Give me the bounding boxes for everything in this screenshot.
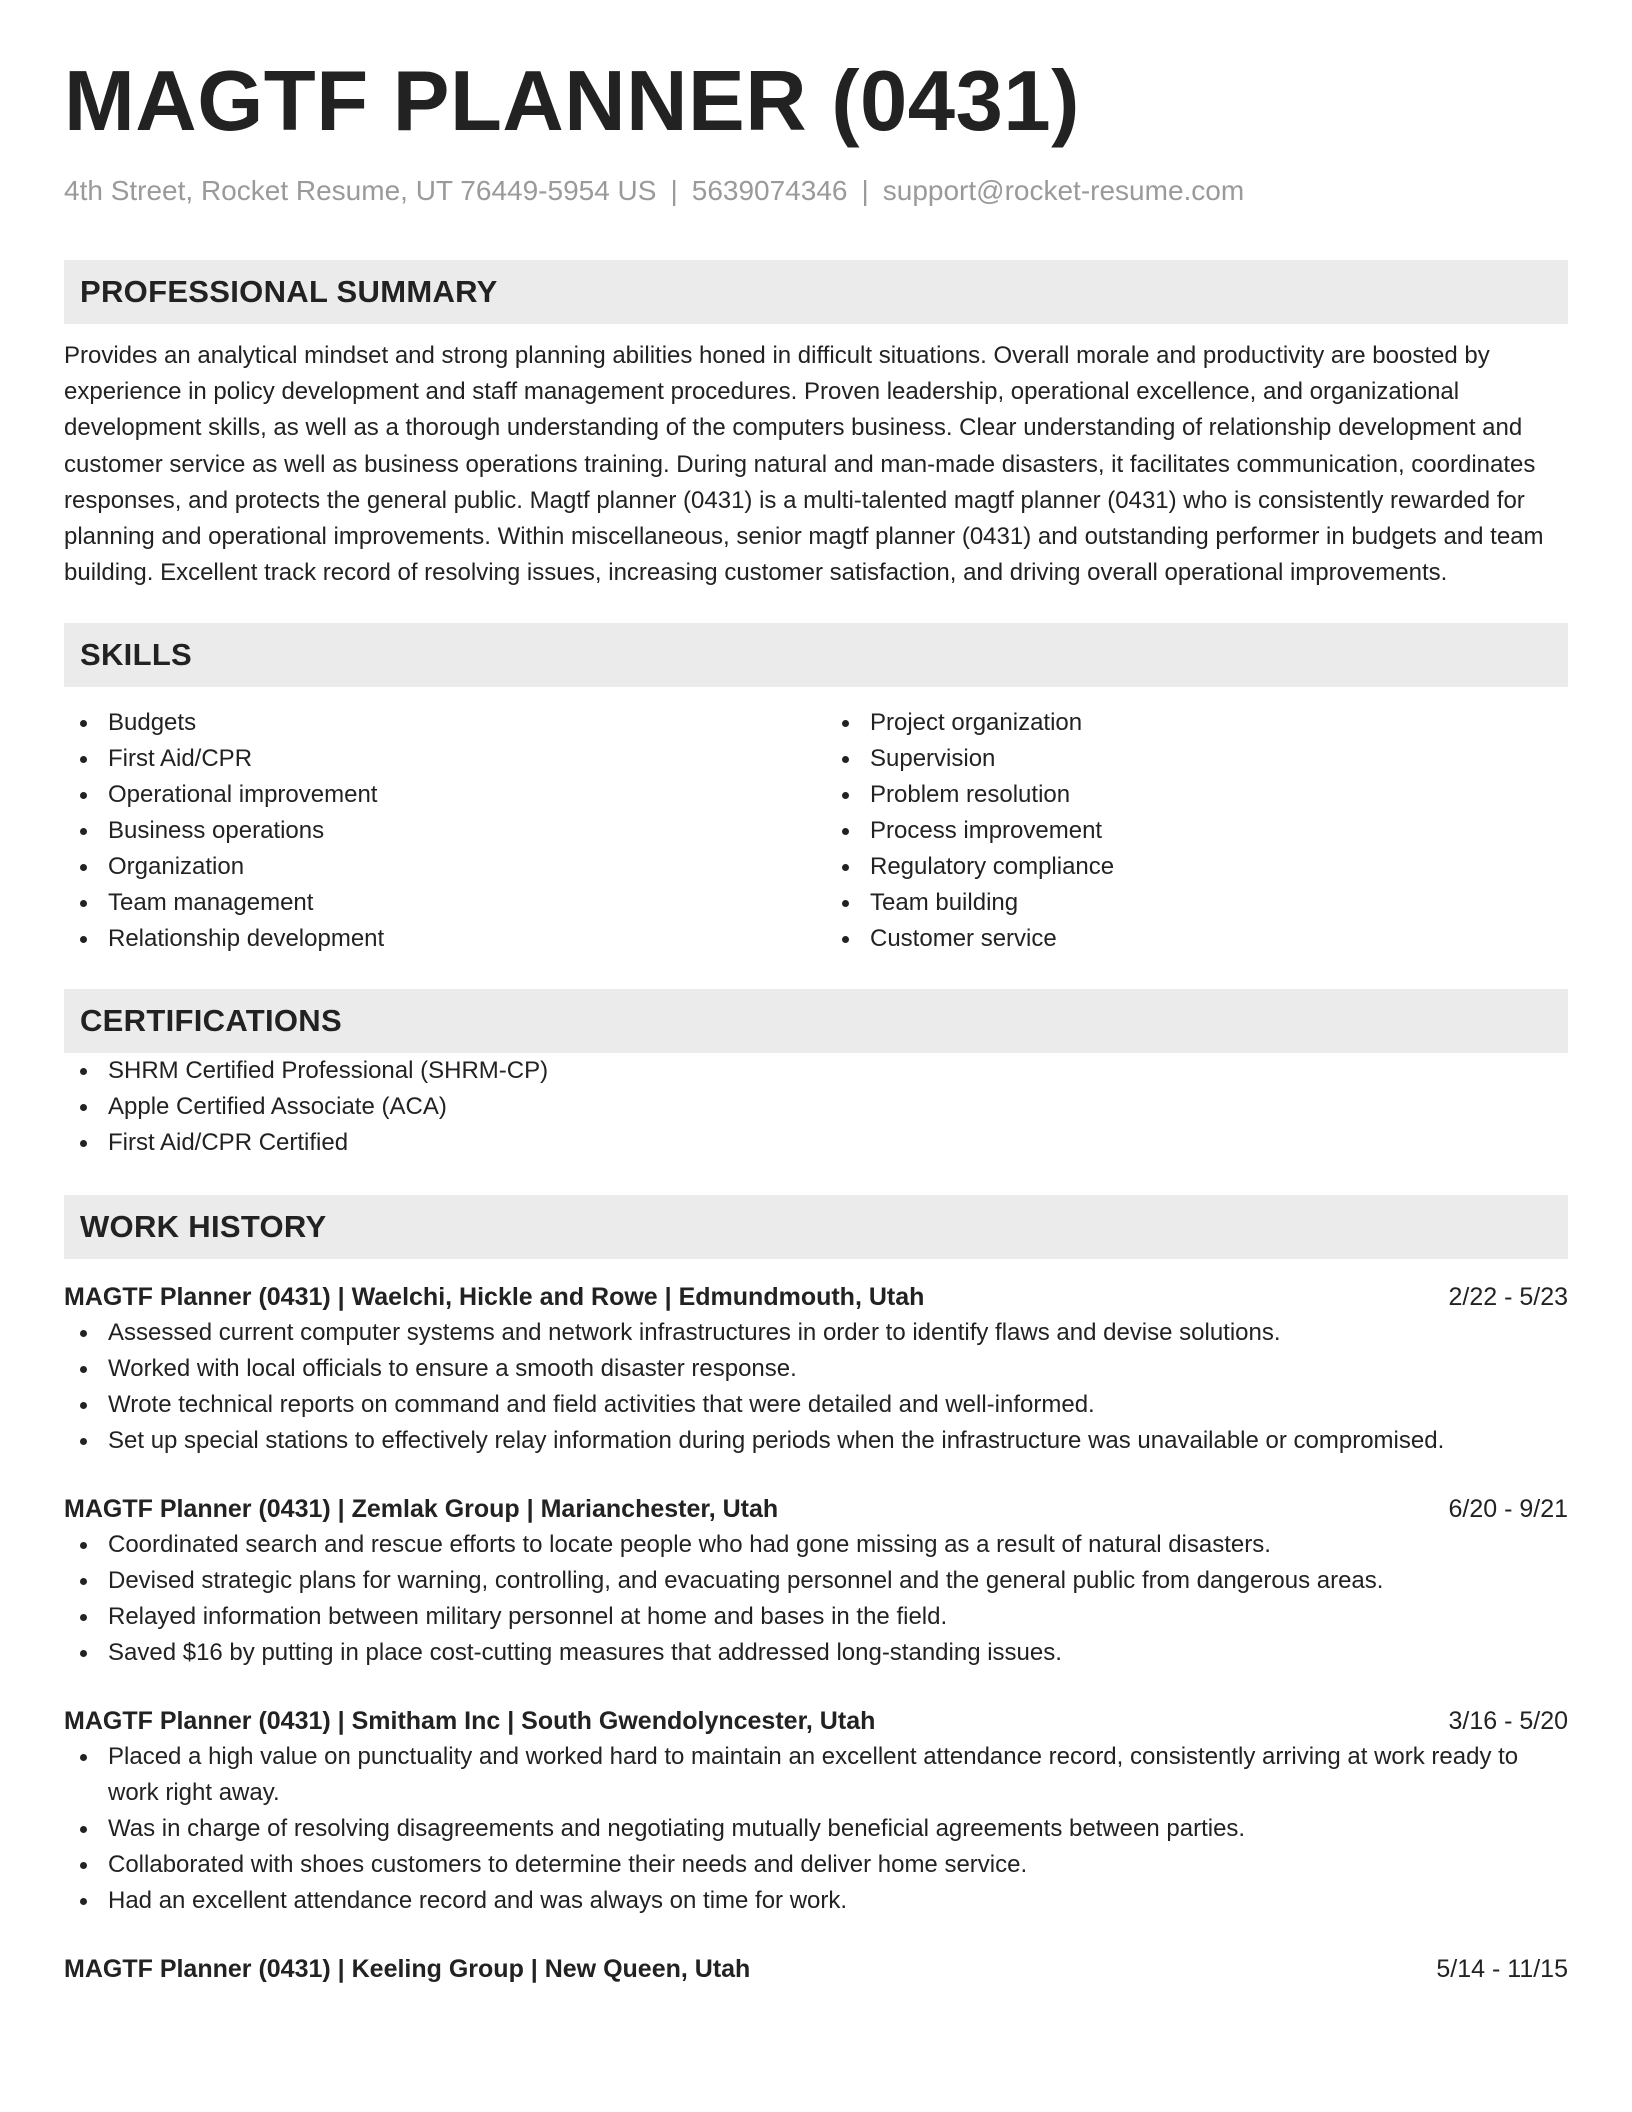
job-bullet: Worked with local officials to ensure a smooth disaster response. [64, 1351, 1568, 1387]
job-bullet: Devised strategic plans for warning, controlling, and evacuating personnel and the general public from dangerous areas. [64, 1563, 1568, 1599]
job-entry [64, 1703, 1568, 1919]
job-dates: 6/20 - 9/21 [1448, 1495, 1568, 1524]
contact-email[interactable]: support@rocket-resume.com [882, 175, 1245, 206]
job-bullet-list [64, 1527, 1568, 1671]
skill-item: Team management [64, 885, 806, 921]
contact-phone[interactable]: 5639074346 [691, 175, 848, 206]
skill-item: Supervision [826, 741, 1568, 777]
job-dates: 5/14 - 11/15 [1436, 1955, 1568, 1984]
job-bullet: Collaborated with shoes customers to determine their needs and deliver home service. [64, 1847, 1568, 1883]
section-heading-skills: SKILLS [64, 623, 1568, 687]
job-bullet: Assessed current computer systems and network infrastructures in order to identify flaws and devise solutions. [64, 1315, 1568, 1351]
skill-item: Business operations [64, 813, 806, 849]
job-entry [64, 1279, 1568, 1459]
skill-item: First Aid/CPR [64, 741, 806, 777]
job-header [64, 1703, 1568, 1739]
certification-item: SHRM Certified Professional (SHRM-CP) [64, 1053, 1568, 1089]
skill-item: Process improvement [826, 813, 1568, 849]
job-bullet: Saved $16 by putting in place cost-cutting measures that addressed long-standing issues. [64, 1635, 1568, 1671]
skills-grid [64, 705, 1568, 957]
job-dates: 2/22 - 5/23 [1448, 1283, 1568, 1312]
job-bullet-list [64, 1739, 1568, 1919]
job-header [64, 1951, 1568, 1987]
skill-item: Organization [64, 849, 806, 885]
skills-list-left [64, 705, 806, 957]
section-heading-summary: PROFESSIONAL SUMMARY [64, 260, 1568, 324]
summary-paragraph: Provides an analytical mindset and strong planning abilities honed in difficult situations. Overall morale and productivity are boosted by experience in policy development and staff management procedures. Proven leadership, operational excellence, and organizational development skills, as well as a thorough understanding of the computers business. Clear understanding of relationship development and customer service as well as business operations training. During natural and man-made disasters, it facilitates communication, coordinates responses, and protects the general public. Magtf planner (0431) is a multi-talented magtf planner (0431) who is consistently rewarded for planning and operational improvements. Within miscellaneous, senior magtf planner (0431) and outstanding performer in budgets and team building. Excellent track record of resolving issues, increasing customer satisfaction, and driving overall operational improvements. [64, 342, 1544, 587]
job-bullet: Coordinated search and rescue efforts to locate people who had gone missing as a result of natural disasters. [64, 1527, 1568, 1563]
job-bullet: Set up special stations to effectively relay information during periods when the infrastructure was unavailable or compromised. [64, 1423, 1568, 1459]
job-entry [64, 1951, 1568, 1987]
contact-separator: | [861, 175, 869, 206]
job-title: MAGTF Planner (0431) | Waelchi, Hickle and Rowe | Edmundmouth, Utah [64, 1283, 925, 1312]
job-header [64, 1491, 1568, 1527]
skill-item: Relationship development [64, 921, 806, 957]
skill-item: Customer service [826, 921, 1568, 957]
certification-item: Apple Certified Associate (ACA) [64, 1089, 1568, 1125]
job-bullet-list [64, 1315, 1568, 1459]
job-header [64, 1279, 1568, 1315]
job-bullet: Had an excellent attendance record and was always on time for work. [64, 1883, 1568, 1919]
job-bullet: Relayed information between military personnel at home and bases in the field. [64, 1599, 1568, 1635]
contact-address: 4th Street, Rocket Resume, UT 76449-5954 US [64, 175, 657, 206]
job-title: MAGTF Planner (0431) | Zemlak Group | Marianchester, Utah [64, 1495, 779, 1524]
skill-item: Problem resolution [826, 777, 1568, 813]
job-bullet: Wrote technical reports on command and field activities that were detailed and well-informed. [64, 1387, 1568, 1423]
skill-item: Regulatory compliance [826, 849, 1568, 885]
contact-line [64, 174, 1568, 208]
skill-item: Operational improvement [64, 777, 806, 813]
job-dates: 3/16 - 5/20 [1448, 1707, 1568, 1736]
job-bullet: Placed a high value on punctuality and worked hard to maintain an excellent attendance record, consistently arriving at work ready to work right away. [64, 1739, 1568, 1811]
job-entry [64, 1491, 1568, 1671]
job-title: MAGTF Planner (0431) | Smitham Inc | South Gwendolyncester, Utah [64, 1707, 876, 1736]
job-title: MAGTF Planner (0431) | Keeling Group | New Queen, Utah [64, 1955, 751, 1984]
job-bullet: Was in charge of resolving disagreements and negotiating mutually beneficial agreements between parties. [64, 1811, 1568, 1847]
candidate-name: MAGTF PLANNER (0431) [64, 54, 1080, 149]
contact-separator: | [670, 175, 678, 206]
section-heading-certifications: CERTIFICATIONS [64, 989, 1568, 1053]
skill-item: Budgets [64, 705, 806, 741]
skill-item: Project organization [826, 705, 1568, 741]
skill-item: Team building [826, 885, 1568, 921]
section-heading-work-history: WORK HISTORY [64, 1195, 1568, 1259]
skills-list-right [826, 705, 1568, 957]
certification-item: First Aid/CPR Certified [64, 1125, 1568, 1161]
certifications-list [64, 1053, 1568, 1161]
